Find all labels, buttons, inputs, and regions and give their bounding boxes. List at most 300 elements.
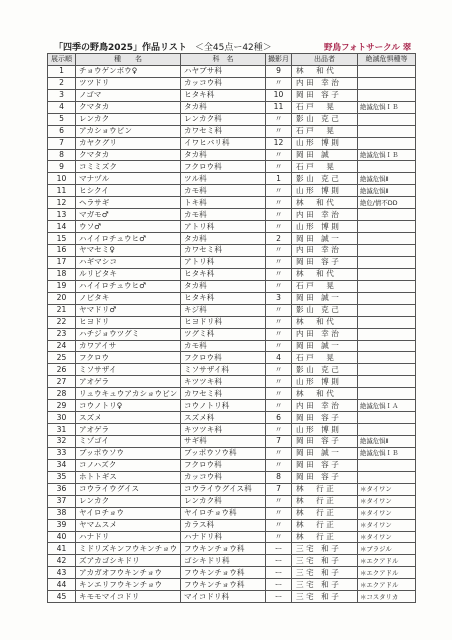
table-row (48, 245, 416, 257)
table-row (48, 137, 416, 149)
cell-no: 14 (48, 221, 76, 233)
cell-family: コウノトリ科 (181, 400, 266, 412)
cell-person: 林 行正 (292, 483, 358, 495)
cell-family: フクロウ科 (181, 352, 266, 364)
cell-status: ＊タイワン (358, 483, 416, 495)
cell-person: 岡田 誠一 (292, 233, 358, 245)
cell-name: チョウゲンボウ♀ (76, 65, 181, 77)
cell-month: 〃 (266, 376, 292, 388)
cell-family: レンカク科 (181, 113, 266, 125)
cell-name: コノハズク (76, 459, 181, 471)
table-row (48, 316, 416, 328)
cell-status: ＊タイワン (358, 495, 416, 507)
cell-name: ヘラサギ (76, 197, 181, 209)
cell-status: 絶滅危惧ＩＡ (358, 400, 416, 412)
cell-name: ブッポウソウ (76, 447, 181, 459)
cell-no: 17 (48, 256, 76, 268)
cell-month: 〃 (266, 495, 292, 507)
cell-month: ー (266, 543, 292, 555)
cell-month: 〃 (266, 388, 292, 400)
cell-month: ー (266, 567, 292, 579)
cell-name: アオゲラ (76, 376, 181, 388)
cell-month: 2 (266, 233, 292, 245)
cell-person: 三宅 和子 (292, 591, 358, 603)
cell-no: 38 (48, 507, 76, 519)
table-row (48, 89, 416, 101)
cell-name: ハイイロチュウヒ♂ (76, 233, 181, 245)
cell-no: 21 (48, 304, 76, 316)
cell-no: 32 (48, 436, 76, 448)
cell-month: 7 (266, 436, 292, 448)
cell-person: 三宅 和子 (292, 579, 358, 591)
cell-status (358, 316, 416, 328)
cell-no: 7 (48, 137, 76, 149)
table-row (48, 173, 416, 185)
header-name: 種 名 (76, 54, 181, 66)
cell-status (358, 233, 416, 245)
cell-name: クマタカ (76, 149, 181, 161)
cell-no: 42 (48, 555, 76, 567)
cell-status: 絶滅危惧Ⅱ (358, 173, 416, 185)
cell-no: 33 (48, 447, 76, 459)
cell-status (358, 161, 416, 173)
cell-person: 林 和代 (292, 388, 358, 400)
cell-status: ＊コスタリカ (358, 591, 416, 603)
cell-family: ミソサザイ科 (181, 364, 266, 376)
cell-status (358, 388, 416, 400)
cell-name: ルリビタキ (76, 268, 181, 280)
cell-status (358, 280, 416, 292)
cell-no: 16 (48, 245, 76, 257)
table-row (48, 113, 416, 125)
cell-person: 岡田 容子 (292, 256, 358, 268)
cell-person: 岡田 容子 (292, 436, 358, 448)
cell-no: 30 (48, 412, 76, 424)
cell-family: フウキンチョウ科 (181, 567, 266, 579)
table-row (48, 436, 416, 448)
cell-name: ヒヨドリ (76, 316, 181, 328)
cell-family: コウライウグイス科 (181, 483, 266, 495)
cell-status: ＊ブラジル (358, 543, 416, 555)
cell-no: 20 (48, 292, 76, 304)
cell-status (358, 125, 416, 137)
cell-month: 3 (266, 292, 292, 304)
cell-month: 〃 (266, 340, 292, 352)
cell-status (358, 65, 416, 77)
cell-person: 内田 幸治 (292, 245, 358, 257)
table-row (48, 591, 416, 603)
table-row (48, 209, 416, 221)
header-person: 出品者 (292, 54, 358, 66)
cell-family: ツル科 (181, 173, 266, 185)
table-row (48, 579, 416, 591)
cell-person: 岡田 容子 (292, 89, 358, 101)
cell-family: ヒタキ科 (181, 268, 266, 280)
cell-month: 〃 (266, 531, 292, 543)
cell-no: 31 (48, 424, 76, 436)
cell-status (358, 471, 416, 483)
cell-month: 〃 (266, 245, 292, 257)
cell-person: 岡田 誠 (292, 149, 358, 161)
cell-no: 19 (48, 280, 76, 292)
cell-person: 林 和代 (292, 65, 358, 77)
table-row (48, 507, 416, 519)
cell-name: ヤマドリ♂ (76, 304, 181, 316)
cell-name: ノビタキ (76, 292, 181, 304)
cell-status (358, 89, 416, 101)
cell-person: 岡田 容子 (292, 412, 358, 424)
cell-family: ヒタキ科 (181, 89, 266, 101)
cell-person: 山形 博則 (292, 185, 358, 197)
cell-no: 40 (48, 531, 76, 543)
cell-family: カワセミ科 (181, 388, 266, 400)
table-row (48, 412, 416, 424)
table-row (48, 340, 416, 352)
cell-person: 影山 克己 (292, 304, 358, 316)
cell-family: フウキンチョウ科 (181, 543, 266, 555)
cell-family: カッコウ科 (181, 471, 266, 483)
cell-person: 三宅 和子 (292, 555, 358, 567)
table-row (48, 101, 416, 113)
cell-name: ハギマシコ (76, 256, 181, 268)
cell-name: キモモマイコドリ (76, 591, 181, 603)
cell-status (358, 459, 416, 471)
cell-name: アオゲラ (76, 424, 181, 436)
cell-no: 15 (48, 233, 76, 245)
cell-status (358, 364, 416, 376)
cell-person: 内田 幸治 (292, 209, 358, 221)
table-row (48, 185, 416, 197)
table-row (48, 424, 416, 436)
cell-name: ヤイロチョウ (76, 507, 181, 519)
cell-no: 29 (48, 400, 76, 412)
table-row (48, 256, 416, 268)
cell-status (358, 245, 416, 257)
cell-family: スズメ科 (181, 412, 266, 424)
cell-name: キンエリフウキンチョウ (76, 579, 181, 591)
cell-month: 〃 (266, 221, 292, 233)
cell-no: 13 (48, 209, 76, 221)
cell-family: フクロウ科 (181, 459, 266, 471)
cell-family: ヒヨドリ科 (181, 316, 266, 328)
cell-status (358, 412, 416, 424)
table-row (48, 400, 416, 412)
table-row (48, 495, 416, 507)
cell-name: マナヅル (76, 173, 181, 185)
cell-family: カラス科 (181, 519, 266, 531)
cell-person: 岡田 容子 (292, 459, 358, 471)
cell-no: 9 (48, 161, 76, 173)
cell-month: 〃 (266, 149, 292, 161)
cell-person: 林 行正 (292, 495, 358, 507)
cell-person: 石戸 晃 (292, 280, 358, 292)
cell-status: ＊タイワン (358, 531, 416, 543)
cell-no: 2 (48, 77, 76, 89)
cell-family: ハナドリ科 (181, 531, 266, 543)
cell-person: 三宅 和子 (292, 567, 358, 579)
cell-month: 〃 (266, 161, 292, 173)
cell-month: 〃 (266, 197, 292, 209)
cell-person: 内田 幸治 (292, 77, 358, 89)
header-no: 展示順 (48, 54, 76, 66)
cell-name: ミゾゴイ (76, 436, 181, 448)
cell-person: 山形 博則 (292, 424, 358, 436)
table-row (48, 197, 416, 209)
cell-status (358, 328, 416, 340)
cell-status (358, 256, 416, 268)
cell-name: ヤマムスメ (76, 519, 181, 531)
cell-family: サギ科 (181, 436, 266, 448)
cell-family: タカ科 (181, 233, 266, 245)
table-row (48, 280, 416, 292)
cell-person: 石戸 晃 (292, 125, 358, 137)
club-name: 野鳥フォトサークル 翠 (324, 43, 412, 53)
cell-status (358, 221, 416, 233)
cell-status: ＊タイワン (358, 519, 416, 531)
table-row (48, 555, 416, 567)
cell-family: キツツキ科 (181, 424, 266, 436)
table-row (48, 531, 416, 543)
table-row (48, 161, 416, 173)
cell-family: タカ科 (181, 280, 266, 292)
table-row (48, 268, 416, 280)
table-row (48, 233, 416, 245)
cell-no: 45 (48, 591, 76, 603)
cell-month: 〃 (266, 113, 292, 125)
cell-name: ミソサザイ (76, 364, 181, 376)
table-row (48, 483, 416, 495)
table-row (48, 388, 416, 400)
cell-family: トキ科 (181, 197, 266, 209)
cell-name: ヤマセミ♀ (76, 245, 181, 257)
cell-family: タカ科 (181, 101, 266, 113)
table-row (48, 328, 416, 340)
cell-family: ゴシキドリ科 (181, 555, 266, 567)
table-row (48, 149, 416, 161)
subtitle: ＜全45点ー42種＞ (194, 43, 272, 53)
cell-no: 3 (48, 89, 76, 101)
cell-name: コウノトリ♀ (76, 400, 181, 412)
cell-person: 内田 幸治 (292, 400, 358, 412)
cell-month: 4 (266, 352, 292, 364)
cell-name: コミミズク (76, 161, 181, 173)
cell-family: ヤイロチョウ科 (181, 507, 266, 519)
table-row (48, 77, 416, 89)
cell-family: カモ科 (181, 340, 266, 352)
cell-family: マイコドリ科 (181, 591, 266, 603)
cell-family: カッコウ科 (181, 77, 266, 89)
cell-name: ウソ♂ (76, 221, 181, 233)
table-row (48, 519, 416, 531)
cell-family: フクロウ科 (181, 161, 266, 173)
table-row (48, 543, 416, 555)
cell-no: 10 (48, 173, 76, 185)
cell-no: 11 (48, 185, 76, 197)
cell-person: 石戸 晃 (292, 352, 358, 364)
cell-name: スズメ (76, 412, 181, 424)
cell-month: 〃 (266, 459, 292, 471)
cell-family: イワヒバリ科 (181, 137, 266, 149)
cell-person: 林 和代 (292, 268, 358, 280)
cell-family: カモ科 (181, 185, 266, 197)
cell-name: ハイイロチュウヒ♂ (76, 280, 181, 292)
cell-month: 10 (266, 89, 292, 101)
cell-family: ツグミ科 (181, 328, 266, 340)
cell-person: 岡田 誠一 (292, 292, 358, 304)
cell-no: 26 (48, 364, 76, 376)
cell-no: 8 (48, 149, 76, 161)
cell-month: 11 (266, 101, 292, 113)
cell-no: 41 (48, 543, 76, 555)
cell-family: キツツキ科 (181, 376, 266, 388)
cell-name: マガモ♂ (76, 209, 181, 221)
cell-family: タカ科 (181, 149, 266, 161)
cell-status: ＊エクアドル (358, 555, 416, 567)
cell-person: 林 和代 (292, 316, 358, 328)
table-header-row (48, 54, 416, 66)
cell-no: 28 (48, 388, 76, 400)
cell-no: 36 (48, 483, 76, 495)
cell-person: 影山 克己 (292, 113, 358, 125)
cell-person: 山形 博則 (292, 376, 358, 388)
cell-name: フクロウ (76, 352, 181, 364)
cell-person: 岡田 誠一 (292, 447, 358, 459)
cell-name: アカガオフウキンチョウ (76, 567, 181, 579)
cell-family: キジ科 (181, 304, 266, 316)
cell-status: ＊エクアドル (358, 579, 416, 591)
cell-no: 12 (48, 197, 76, 209)
cell-status (358, 304, 416, 316)
cell-no: 39 (48, 519, 76, 531)
document-title (54, 40, 272, 53)
cell-person: 林 行正 (292, 519, 358, 531)
cell-name: ミドリズキンフウキンチョウ (76, 543, 181, 555)
cell-name: カヤクグリ (76, 137, 181, 149)
cell-month: 〃 (266, 185, 292, 197)
cell-month: ー (266, 555, 292, 567)
cell-no: 25 (48, 352, 76, 364)
cell-no: 24 (48, 340, 76, 352)
cell-status: 絶滅危惧ＩＢ (358, 447, 416, 459)
table-row (48, 221, 416, 233)
cell-month: 8 (266, 471, 292, 483)
cell-person: 山形 博則 (292, 137, 358, 149)
cell-name: レンカク (76, 113, 181, 125)
table-row (48, 447, 416, 459)
table-row (48, 376, 416, 388)
cell-month: 9 (266, 65, 292, 77)
cell-status (358, 268, 416, 280)
cell-person: 林 和代 (292, 197, 358, 209)
table-row (48, 65, 416, 77)
cell-family: ブッポウソウ科 (181, 447, 266, 459)
cell-status (358, 352, 416, 364)
cell-month: 〃 (266, 519, 292, 531)
cell-name: ホトトギス (76, 471, 181, 483)
cell-month: 〃 (266, 424, 292, 436)
cell-status: ＊タイワン (358, 507, 416, 519)
cell-month: 〃 (266, 364, 292, 376)
cell-name: リュウキュウアカショウビン (76, 388, 181, 400)
cell-month: 〃 (266, 507, 292, 519)
cell-month: 〃 (266, 125, 292, 137)
cell-person: 岡田 容子 (292, 471, 358, 483)
cell-month: 〃 (266, 304, 292, 316)
cell-status: 絶滅危惧Ⅱ (358, 436, 416, 448)
cell-no: 23 (48, 328, 76, 340)
cell-status (358, 209, 416, 221)
cell-no: 43 (48, 567, 76, 579)
cell-status (358, 376, 416, 388)
cell-family: アトリ科 (181, 221, 266, 233)
cell-person: 影山 克己 (292, 364, 358, 376)
cell-month: 〃 (266, 280, 292, 292)
cell-person: 内田 幸治 (292, 328, 358, 340)
cell-month: ー (266, 591, 292, 603)
cell-no: 35 (48, 471, 76, 483)
cell-name: ノゴマ (76, 89, 181, 101)
table-row (48, 352, 416, 364)
cell-no: 5 (48, 113, 76, 125)
cell-person: 三宅 和子 (292, 543, 358, 555)
cell-no: 37 (48, 495, 76, 507)
table-row (48, 567, 416, 579)
cell-month: 7 (266, 483, 292, 495)
cell-name: ハナドリ (76, 531, 181, 543)
cell-family: カモ科 (181, 209, 266, 221)
cell-family: カワセミ科 (181, 125, 266, 137)
cell-no: 1 (48, 65, 76, 77)
table-row (48, 364, 416, 376)
cell-status (358, 340, 416, 352)
cell-family: アトリ科 (181, 256, 266, 268)
cell-month: 12 (266, 137, 292, 149)
cell-no: 27 (48, 376, 76, 388)
cell-family: ヒタキ科 (181, 292, 266, 304)
cell-status (358, 292, 416, 304)
cell-month: 1 (266, 173, 292, 185)
header-status: 絶滅危惧種等 (358, 54, 416, 66)
cell-month: 〃 (266, 256, 292, 268)
cell-no: 44 (48, 579, 76, 591)
cell-no: 18 (48, 268, 76, 280)
cell-family: ハヤブサ科 (181, 65, 266, 77)
cell-no: 4 (48, 101, 76, 113)
cell-family: カワセミ科 (181, 245, 266, 257)
table-row (48, 304, 416, 316)
table-row (48, 471, 416, 483)
cell-no: 34 (48, 459, 76, 471)
cell-no: 6 (48, 125, 76, 137)
cell-status: ＊エクアドル (358, 567, 416, 579)
cell-name: カワアイサ (76, 340, 181, 352)
cell-name: ツツドリ (76, 77, 181, 89)
cell-person: 山形 博則 (292, 221, 358, 233)
cell-month: ー (266, 579, 292, 591)
cell-month: 〃 (266, 328, 292, 340)
table-row (48, 459, 416, 471)
cell-family: レンカク科 (181, 495, 266, 507)
cell-status (358, 137, 416, 149)
table-row (48, 292, 416, 304)
title-text: 「四季の野鳥2025」作品リスト (54, 43, 187, 53)
cell-name: ヒシクイ (76, 185, 181, 197)
cell-status (358, 77, 416, 89)
cell-person: 岡田 誠一 (292, 340, 358, 352)
cell-status: 絶滅危惧Ⅱ (358, 185, 416, 197)
cell-month: 6 (266, 412, 292, 424)
cell-family: フウキンチョウ科 (181, 579, 266, 591)
